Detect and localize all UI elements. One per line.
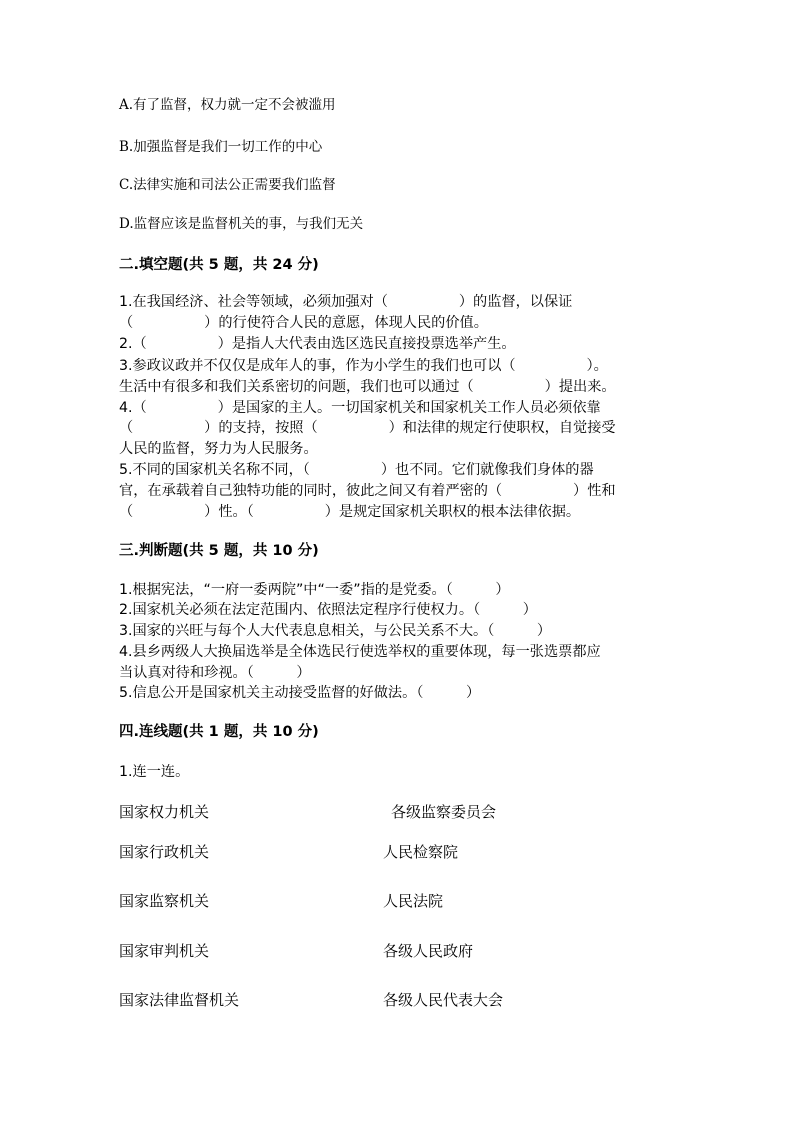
fill-blank-line: （ ）的行使符合人民的意愿，体现人民的价值。 — [119, 315, 488, 331]
matching-left-item: 国家法律监督机关 — [119, 991, 240, 1009]
true-false-line: 3.国家的兴旺与每个人大代表息息相关，与公民关系不大。（ ） — [119, 623, 552, 639]
matching-left-item: 国家审判机关 — [119, 942, 210, 960]
fill-blank-line: 生活中有很多和我们关系密切的问题，我们也可以通过（ ）提出来。 — [119, 379, 616, 395]
true-false-line: 1.根据宪法，“一府一委两院”中“一委”指的是党委。（ ） — [119, 582, 510, 598]
matching-right-item: 人民法院 — [383, 892, 444, 910]
option-a: A.有了监督，权力就一定不会被滥用 — [119, 97, 336, 113]
true-false-line: 5.信息公开是国家机关主动接受监督的好做法。（ ） — [119, 685, 481, 701]
matching-right-item: 各级监察委员会 — [391, 803, 497, 821]
fill-blank-line: 官，在承载着自己独特功能的同时，彼此之间又有着严密的（ ）性和 — [119, 483, 616, 499]
option-b: B.加强监督是我们一切工作的中心 — [119, 139, 323, 155]
matching-left-item: 国家行政机关 — [119, 843, 210, 861]
matching-right-item: 人民检察院 — [383, 843, 459, 861]
fill-blank-line: 人民的监督，努力为人民服务。 — [119, 441, 318, 457]
matching-right-item: 各级人民政府 — [383, 942, 474, 960]
option-d: D.监督应该是监督机关的事，与我们无关 — [119, 216, 364, 232]
fill-blank-line: 4.（ ）是国家的主人。一切国家机关和国家机关工作人员必须依靠 — [119, 400, 601, 416]
section-heading-matching: 四.连线题(共 1 题，共 10 分) — [119, 724, 319, 740]
true-false-line: 4.县乡两级人大换届选举是全体选民行使选举权的重要体现，每一张选票都应 — [119, 644, 601, 660]
fill-blank-line: 1.在我国经济、社会等领域，必须加强对（ ）的监督，以保证 — [119, 294, 573, 310]
matching-right-item: 各级人民代表大会 — [383, 991, 504, 1009]
section-heading-fill-blank: 二.填空题(共 5 题，共 24 分) — [119, 257, 319, 273]
true-false-line: 当认真对待和珍视。（ ） — [119, 665, 311, 681]
fill-blank-line: （ ）的支持，按照（ ）和法律的规定行使职权，自觉接受 — [119, 420, 616, 436]
fill-blank-line: 2.（ ）是指人大代表由选区选民直接投票选举产生。 — [119, 336, 516, 352]
option-c: C.法律实施和司法公正需要我们监督 — [119, 177, 336, 193]
section-heading-true-false: 三.判断题(共 5 题，共 10 分) — [119, 543, 319, 559]
fill-blank-line: （ ）性。（ ）是规定国家机关职权的根本法律依据。 — [119, 504, 581, 520]
matching-left-item: 国家权力机关 — [119, 803, 210, 821]
fill-blank-line: 5.不同的国家机关名称不同，（ ）也不同。它们就像我们身体的器 — [119, 462, 594, 478]
matching-question: 1.连一连。 — [119, 764, 190, 780]
matching-left-item: 国家监察机关 — [119, 892, 210, 910]
true-false-line: 2.国家机关必须在法定范围内、依照法定程序行使权力。（ ） — [119, 602, 537, 618]
fill-blank-line: 3.参政议政并不仅仅是成年人的事，作为小学生的我们也可以（ ）。 — [119, 358, 608, 374]
